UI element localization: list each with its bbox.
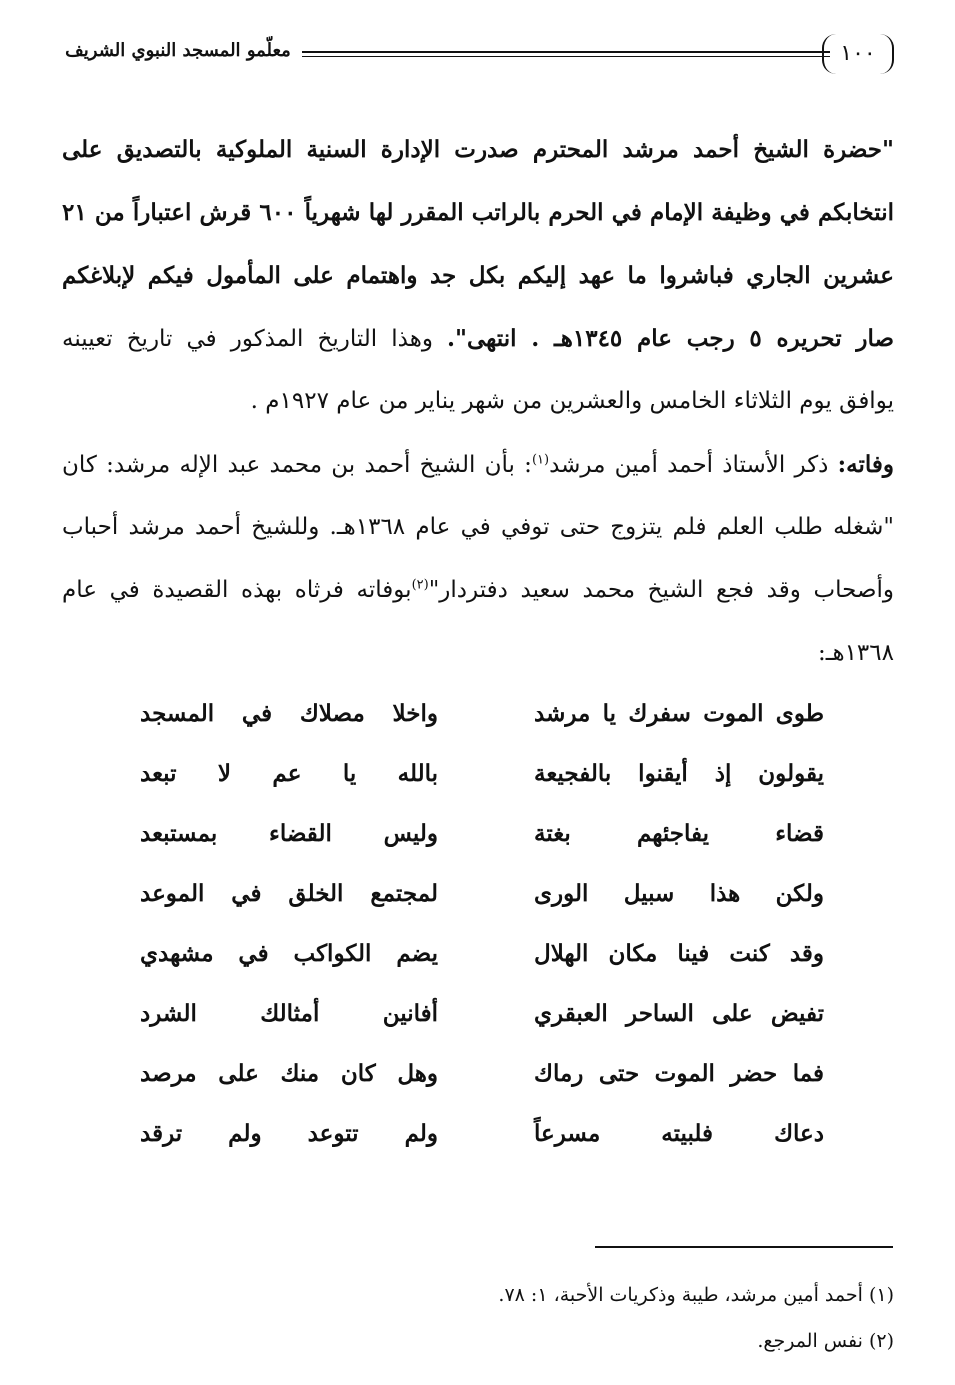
header-rule <box>302 51 830 53</box>
text-fragment: وأصحاب وقد فجع الشيخ محمد سعيد دفتردار" <box>428 577 894 603</box>
text-fragment: وهذا التاريخ المذكور في تاريخ تعيينه <box>62 326 447 352</box>
verse-first-hemistich: طوى الموت سفرك يا مرشد <box>534 700 824 727</box>
verse-second-hemistich: وهل كان منك على مرصد <box>140 1060 438 1087</box>
poem-verse <box>62 864 894 924</box>
text-line: "حضرة الشيخ أحمد مرشد المحترم صدرت الإدارة السنية الملوكية بالتصديق على <box>62 136 894 163</box>
footnote: (١) أحمد أمين مرشد، طيبة وذكريات الأحبة، ١: ٧٨. <box>498 1284 894 1306</box>
text-line: "شغله طلب العلم فلم يتزوج حتى توفي في عام ١٣٦٨هـ. وللشيخ أحمد مرشد أحباب <box>62 514 894 540</box>
running-header <box>62 34 894 80</box>
verse-first-hemistich: دعاك فلبيته مسرعاً <box>534 1120 824 1147</box>
verse-second-hemistich: لمجتمع الخلق في الموعد <box>140 880 438 907</box>
poem-verse <box>62 744 894 804</box>
poem-verse <box>62 924 894 984</box>
verse-second-hemistich: واخلا مصلاك في المسجد <box>140 700 438 727</box>
poem-verse <box>62 984 894 1044</box>
verse-second-hemistich: وليس القضاء بمستبعد <box>140 820 438 847</box>
footnote-ref: (٢) <box>411 577 429 593</box>
verse-second-hemistich: بالله يا عم لا تبعد <box>140 760 438 787</box>
verse-first-hemistich: وقد كنت فينا مكان الهلال <box>534 940 824 967</box>
text-line <box>62 559 894 622</box>
text-fragment: صار تحريره ٥ رجب عام ١٣٤٥هـ . انتهى". <box>447 325 894 352</box>
text-line <box>62 433 894 496</box>
poem-verse <box>62 1044 894 1104</box>
verse-first-hemistich: ولكن هذا سبيل الورى <box>534 880 824 907</box>
body-text <box>62 118 894 685</box>
text-fragment: ذكر الأستاذ أحمد أمين مرشد <box>549 452 838 478</box>
running-title: معلّمو المسجد النبوي الشريف <box>65 40 291 61</box>
verse-second-hemistich: ولم تتوعد ولم ترقد <box>140 1120 438 1147</box>
verse-first-hemistich: فما حضر الموت حتى رماك <box>534 1060 824 1087</box>
poem <box>62 684 894 1164</box>
text-line: عشرين الجاري فباشروا ما عهد إليكم بكل جد واهتمام على المأمول فيكم لإبلاغكم <box>62 262 894 289</box>
footnote: (٢) نفس المرجع. <box>757 1330 894 1352</box>
poem-verse <box>62 804 894 864</box>
poem-verse <box>62 684 894 744</box>
verse-first-hemistich: قضاء يفاجئهم بغتة <box>534 820 824 847</box>
text-line <box>62 307 894 370</box>
verse-second-hemistich: أفانين أمثالك الشرد <box>140 1000 438 1027</box>
text-fragment: بوفاته فرثاه بهذه القصيدة في عام <box>62 577 412 603</box>
verse-first-hemistich: يقولون إذ أيقنوا بالفجيعة <box>534 760 824 787</box>
text-fragment: : بأن الشيخ أحمد بن محمد عبد الإله مرشد: كان <box>62 452 532 478</box>
footnotes <box>62 1272 894 1364</box>
footnote-separator <box>595 1246 893 1248</box>
verse-second-hemistich: يضم الكواكب في مشهدي <box>140 940 438 967</box>
footnote-ref: (١) <box>531 452 550 468</box>
page-number: ١٠٠ <box>822 34 894 74</box>
verse-first-hemistich: تفيض على الساحر العبقري <box>534 1000 824 1027</box>
section-label: وفاته: <box>837 451 894 478</box>
poem-verse <box>62 1104 894 1164</box>
header-rule-thin <box>302 56 830 57</box>
text-line: انتخابكم في وظيفة الإمام في الحرم بالراتب المقرر لها شهرياً ٦٠٠ قرش اعتباراً من ٢١ <box>62 199 894 226</box>
text-line: يوافق يوم الثلاثاء الخامس والعشرين من شهر يناير من عام ١٩٢٧م . <box>250 388 894 414</box>
text-line: ١٣٦٨هـ: <box>817 640 894 666</box>
